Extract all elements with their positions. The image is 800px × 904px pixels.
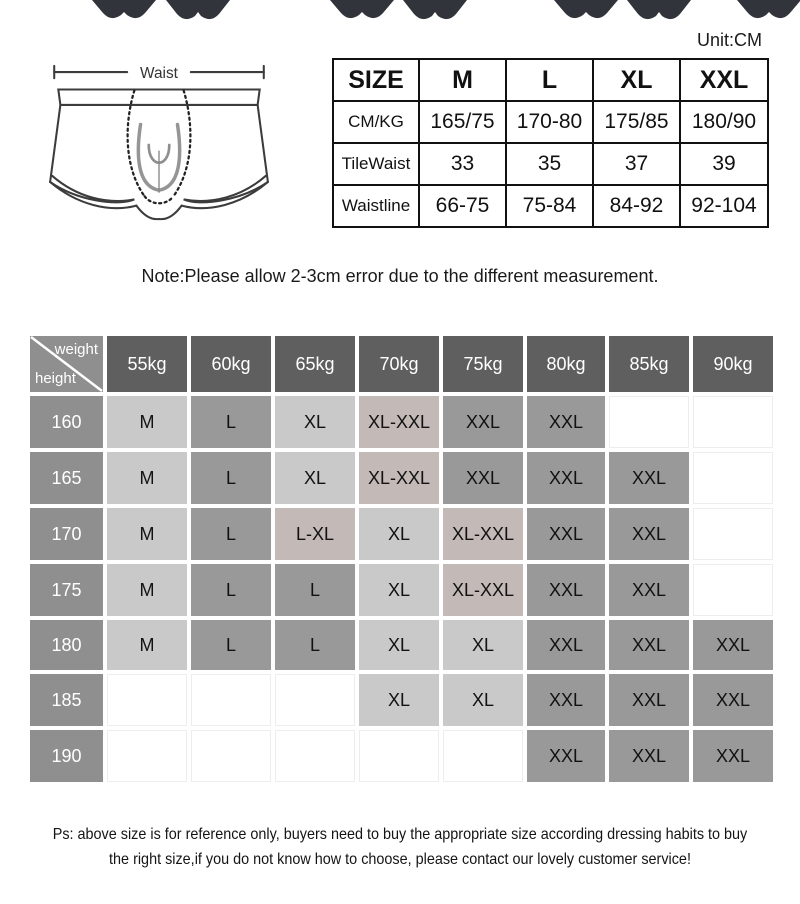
height-row-label: 165	[30, 452, 103, 504]
matrix-row-190	[30, 730, 773, 782]
cmkg-row	[333, 101, 768, 143]
size-cell	[443, 730, 523, 782]
size-cell	[107, 674, 187, 726]
size-cell: XXL	[609, 452, 689, 504]
size-l-header: L	[506, 59, 593, 101]
matrix-row-180	[30, 620, 773, 670]
size-cell: M	[107, 620, 187, 670]
ps-line-1: Ps: above size is for reference only, buyers need to buy the appropriate size according dressing habits to buy	[52, 826, 748, 843]
tilewaist-row	[333, 143, 768, 185]
ps-line-2: the right size,if you do not know how to choose, please contact our lovely customer service!	[109, 851, 691, 868]
size-cell: L	[191, 564, 271, 616]
matrix-row-175	[30, 564, 773, 616]
size-cell: L	[191, 620, 271, 670]
matrix-row-170	[30, 508, 773, 560]
size-cell: L	[275, 620, 355, 670]
size-cell: XL-XXL	[443, 508, 523, 560]
size-spec-table	[332, 58, 769, 228]
top-garment-pattern	[0, 0, 800, 26]
corner-height-label: height	[35, 370, 76, 387]
size-cell	[191, 730, 271, 782]
size-cell: XXL	[527, 396, 605, 448]
size-cell: M	[107, 396, 187, 448]
waistline-m: 66-75	[419, 185, 506, 227]
corner-weight-label: weight	[54, 341, 98, 358]
size-cell: XL-XXL	[359, 452, 439, 504]
matrix-header-row	[30, 336, 773, 392]
size-cell: L	[191, 396, 271, 448]
size-cell	[609, 396, 689, 448]
size-cell: M	[107, 564, 187, 616]
size-cell: XXL	[527, 508, 605, 560]
size-cell: XXL	[527, 730, 605, 782]
weight-header-55: 55kg	[107, 336, 187, 392]
size-cell: L-XL	[275, 508, 355, 560]
weight-header-65: 65kg	[275, 336, 355, 392]
size-cell: XL	[359, 564, 439, 616]
size-cell: XXL	[609, 674, 689, 726]
size-cell	[693, 564, 773, 616]
size-cell: XXL	[609, 564, 689, 616]
row-label-tilewaist: TileWaist	[333, 143, 419, 185]
size-cell: XL	[359, 620, 439, 670]
matrix-row-185	[30, 674, 773, 726]
size-cell: XXL	[693, 730, 773, 782]
size-m-header: M	[419, 59, 506, 101]
boxer-diagram	[46, 62, 272, 228]
size-cell: XXL	[443, 452, 523, 504]
size-cell: XL	[359, 674, 439, 726]
cmkg-m: 165/75	[419, 101, 506, 143]
tilewaist-l: 35	[506, 143, 593, 185]
size-cell: XL	[443, 674, 523, 726]
size-cell: M	[107, 508, 187, 560]
waistline-xl: 84-92	[593, 185, 680, 227]
size-cell: XXL	[609, 508, 689, 560]
size-xxl-header: XXL	[680, 59, 768, 101]
matrix-row-160	[30, 396, 773, 448]
ps-disclaimer	[0, 822, 800, 872]
unit-label: Unit:CM	[696, 30, 762, 50]
matrix-corner-cell	[30, 336, 103, 392]
size-cell: XL	[359, 508, 439, 560]
size-xl-header: XL	[593, 59, 680, 101]
cmkg-xl: 175/85	[593, 101, 680, 143]
waistline-xxl: 92-104	[680, 185, 768, 227]
size-header-cell: SIZE	[333, 59, 419, 101]
size-cell: XXL	[443, 396, 523, 448]
size-cell: XXL	[609, 730, 689, 782]
size-spec-header-row	[333, 59, 768, 101]
matrix-row-165	[30, 452, 773, 504]
weight-header-85: 85kg	[609, 336, 689, 392]
tilewaist-xxl: 39	[680, 143, 768, 185]
height-row-label: 175	[30, 564, 103, 616]
weight-header-60: 60kg	[191, 336, 271, 392]
cmkg-l: 170-80	[506, 101, 593, 143]
size-cell	[107, 730, 187, 782]
size-cell: XXL	[527, 452, 605, 504]
size-cell: XXL	[609, 620, 689, 670]
size-cell: XXL	[693, 620, 773, 670]
size-cell: XL	[275, 396, 355, 448]
size-cell: XXL	[527, 564, 605, 616]
size-cell	[191, 674, 271, 726]
size-cell: XL	[443, 620, 523, 670]
waist-dimension-label: Waist	[140, 65, 178, 83]
size-cell: M	[107, 452, 187, 504]
height-row-label: 190	[30, 730, 103, 782]
tilewaist-m: 33	[419, 143, 506, 185]
height-row-label: 185	[30, 674, 103, 726]
weight-header-80: 80kg	[527, 336, 605, 392]
cmkg-xxl: 180/90	[680, 101, 768, 143]
row-label-waistline: Waistline	[333, 185, 419, 227]
size-cell: XXL	[527, 674, 605, 726]
size-cell	[693, 508, 773, 560]
height-weight-matrix	[26, 332, 777, 786]
waistline-l: 75-84	[506, 185, 593, 227]
size-cell: XXL	[527, 620, 605, 670]
size-cell: L	[191, 508, 271, 560]
size-cell: L	[275, 564, 355, 616]
size-cell	[359, 730, 439, 782]
size-cell: XXL	[693, 674, 773, 726]
row-label-cmkg: CM/KG	[333, 101, 419, 143]
size-cell	[693, 396, 773, 448]
waistline-row	[333, 185, 768, 227]
size-cell: L	[191, 452, 271, 504]
weight-header-90: 90kg	[693, 336, 773, 392]
measurement-note: Note:Please allow 2-3cm error due to the different measurement.	[141, 266, 659, 286]
weight-header-75: 75kg	[443, 336, 523, 392]
height-row-label: 170	[30, 508, 103, 560]
size-cell: XL-XXL	[359, 396, 439, 448]
weight-header-70: 70kg	[359, 336, 439, 392]
height-row-label: 160	[30, 396, 103, 448]
size-cell	[275, 674, 355, 726]
size-cell	[693, 452, 773, 504]
size-cell: XL-XXL	[443, 564, 523, 616]
tilewaist-xl: 37	[593, 143, 680, 185]
height-row-label: 180	[30, 620, 103, 670]
size-cell: XL	[275, 452, 355, 504]
size-cell	[275, 730, 355, 782]
